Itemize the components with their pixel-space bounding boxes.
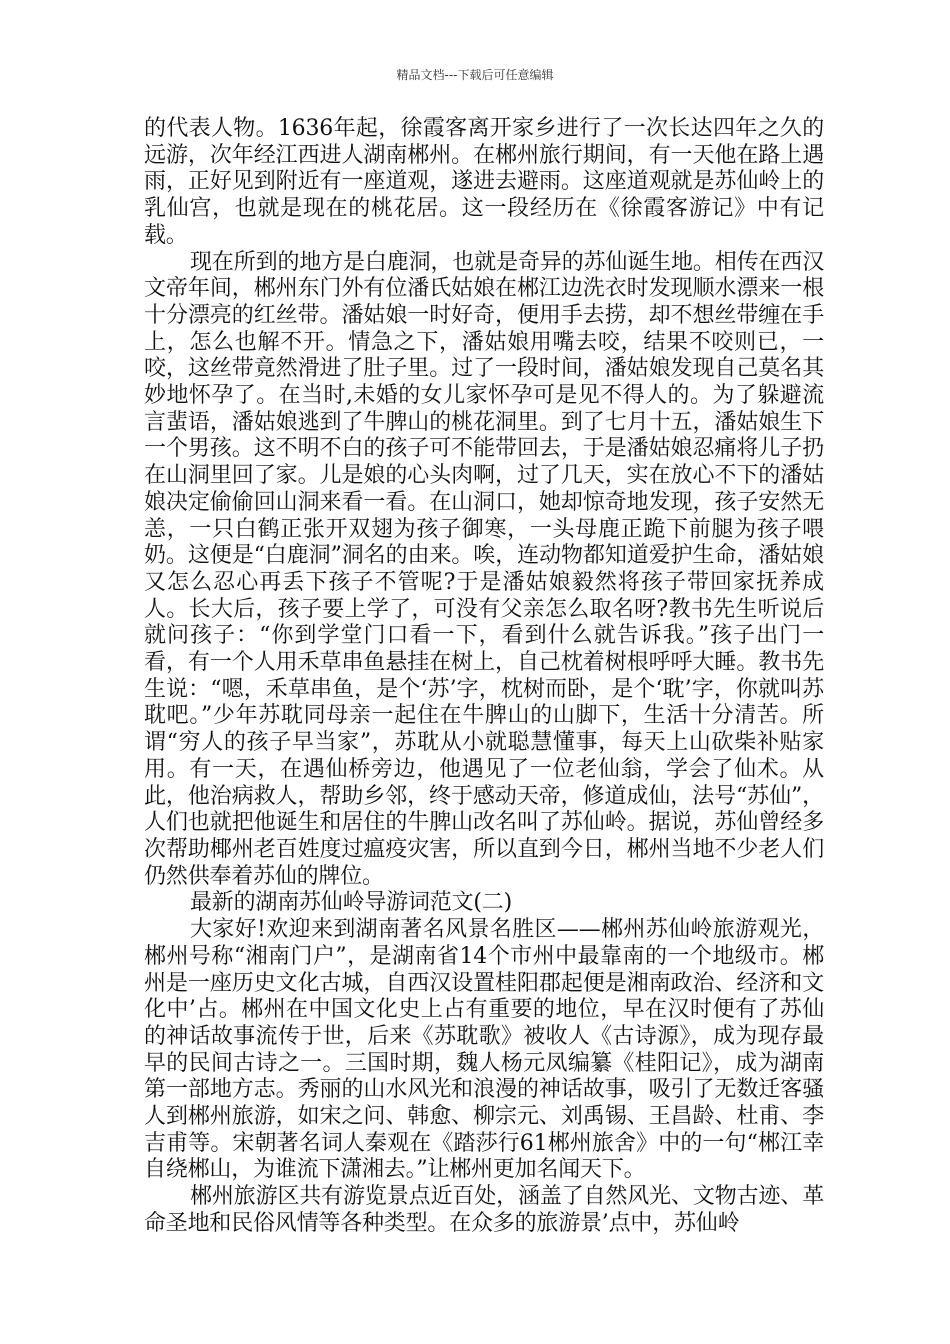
- section-heading: 最新的湖南苏仙岭导游词范文(二): [190, 890, 512, 916]
- paragraph-tourist-area: 郴州旅游区共有游览景点近百处，涵盖了自然风光、文物古迹、革命圣地和民俗风情等各种类型。在众多的旅游景’点中，苏仙岭: [144, 1184, 824, 1236]
- paragraph-xu-xiake: 的代表人物。1636年起，徐霞客离开家乡进行了一次长达四年之久的远游，次年经江西进人湖南郴州。在郴州旅行期间，有一天他在路上遇雨，正好见到附近有一座道观，遂进去避雨。这座道观就是苏仙岭上的乳仙宫，也就是现在的桃花居。这一段经历在《徐霞客游记》中有记载。: [144, 116, 824, 248]
- paragraph-welcome: 大家好!欢迎来到湖南著名风景名胜区——郴州苏仙岭旅游观光，郴州号称“湘南门户”，是湖南省14个市州中最靠南的一个地级市。郴州是一座历史文化古城，自西汉设置桂阳郡起便是湘南政治、经济和文化中’占。郴州在中国文化史上占有重要的地位，早在汉时便有了苏仙的神话故事流传于世，后来《苏耽歌》被收人《古诗源》，成为现存最早的民间古诗之一。三国时期，魏人杨元凤编纂《桂阳记》，成为湖南第一部地方志。秀丽的山水风光和浪漫的神话故事，吸引了无数迁客骚人到郴州旅游，如宋之问、韩愈、柳宗元、刘禹锡、王昌龄、杜甫、李吉甫等。宋朝著名词人秦观在《踏莎行61郴州旅舍》中的一句“郴江幸自绕郴山，为谁流下潇湘去。”让郴州更加名闻天下。: [144, 917, 824, 1183]
- paragraph-bailu-cave: 现在所到的地方是白鹿洞，也就是奇异的苏仙诞生地。相传在西汉文帝年间，郴州东门外有位潘氏姑娘在郴江边洗衣时发现顺水漂来一根十分漂亮的红丝带。潘姑娘一时好奇，便用手去捞，却不想丝带缠在手上，怎么也解不开。情急之下，潘姑娘用嘴去咬，结果不咬则已，一咬，这丝带竟然滑进了肚子里。过了一段时间，潘姑娘发现自己莫名其妙地怀孕了。在当时,未婚的女儿家怀孕可是见不得人的。为了躲避流言蜚语，潘姑娘逃到了牛脾山的桃花洞里。到了七月十五，潘姑娘生下一个男孩。这不明不白的孩子可不能带回去，于是潘姑娘忍痛将儿子扔在山洞里回了家。儿是娘的心头肉啊，过了几天，实在放心不下的潘姑娘决定偷偷回山洞来看一看。在山洞口，她却惊奇地发现，孩子安然无恙，一只白鹤正张开双翅为孩子御寒，一头母鹿正跪下前腿为孩子喂奶。这便是“白鹿洞”洞名的由来。唉，连动物都知道爱护生命，潘姑娘又怎么忍心再丢下孩子不管呢?于是潘姑娘毅然将孩子带回家抚养成人。长大后，孩子要上学了，可没有父亲怎么取名呀?教书先生听说后就问孩子：“你到学堂门口看一下，看到什么就告诉我。”孩子出门一看，有一个人用禾草串鱼悬挂在树上，自己枕着树根呼呼大睡。教书先生说：“嗯，禾草串鱼，是个‘苏’字，枕树而卧，是个‘耽’字，你就叫苏耽吧。”少年苏耽同母亲一起住在牛脾山的山脚下，生活十分清苦。所谓“穷人的孩子早当家”，苏耽从小就聪慧懂事，每天上山砍柴补贴家用。有一天，在遇仙桥旁边，他遇见了一位老仙翁，学会了仙术。从此，他治病救人，帮助乡邻，终于感动天帝，修道成仙，法号“苏仙”，人们也就把他诞生和居住的牛脾山改名叫了苏仙岭。据说，苏仙曾经多次帮助椰州老百姓度过瘟疫灾害，所以直到今日，郴州当地不少老人们仍然供奉着苏仙的牌位。: [144, 249, 824, 889]
- page-header: 精品文档---下载后可任意编辑: [396, 68, 554, 82]
- document-body: [144, 116, 824, 1238]
